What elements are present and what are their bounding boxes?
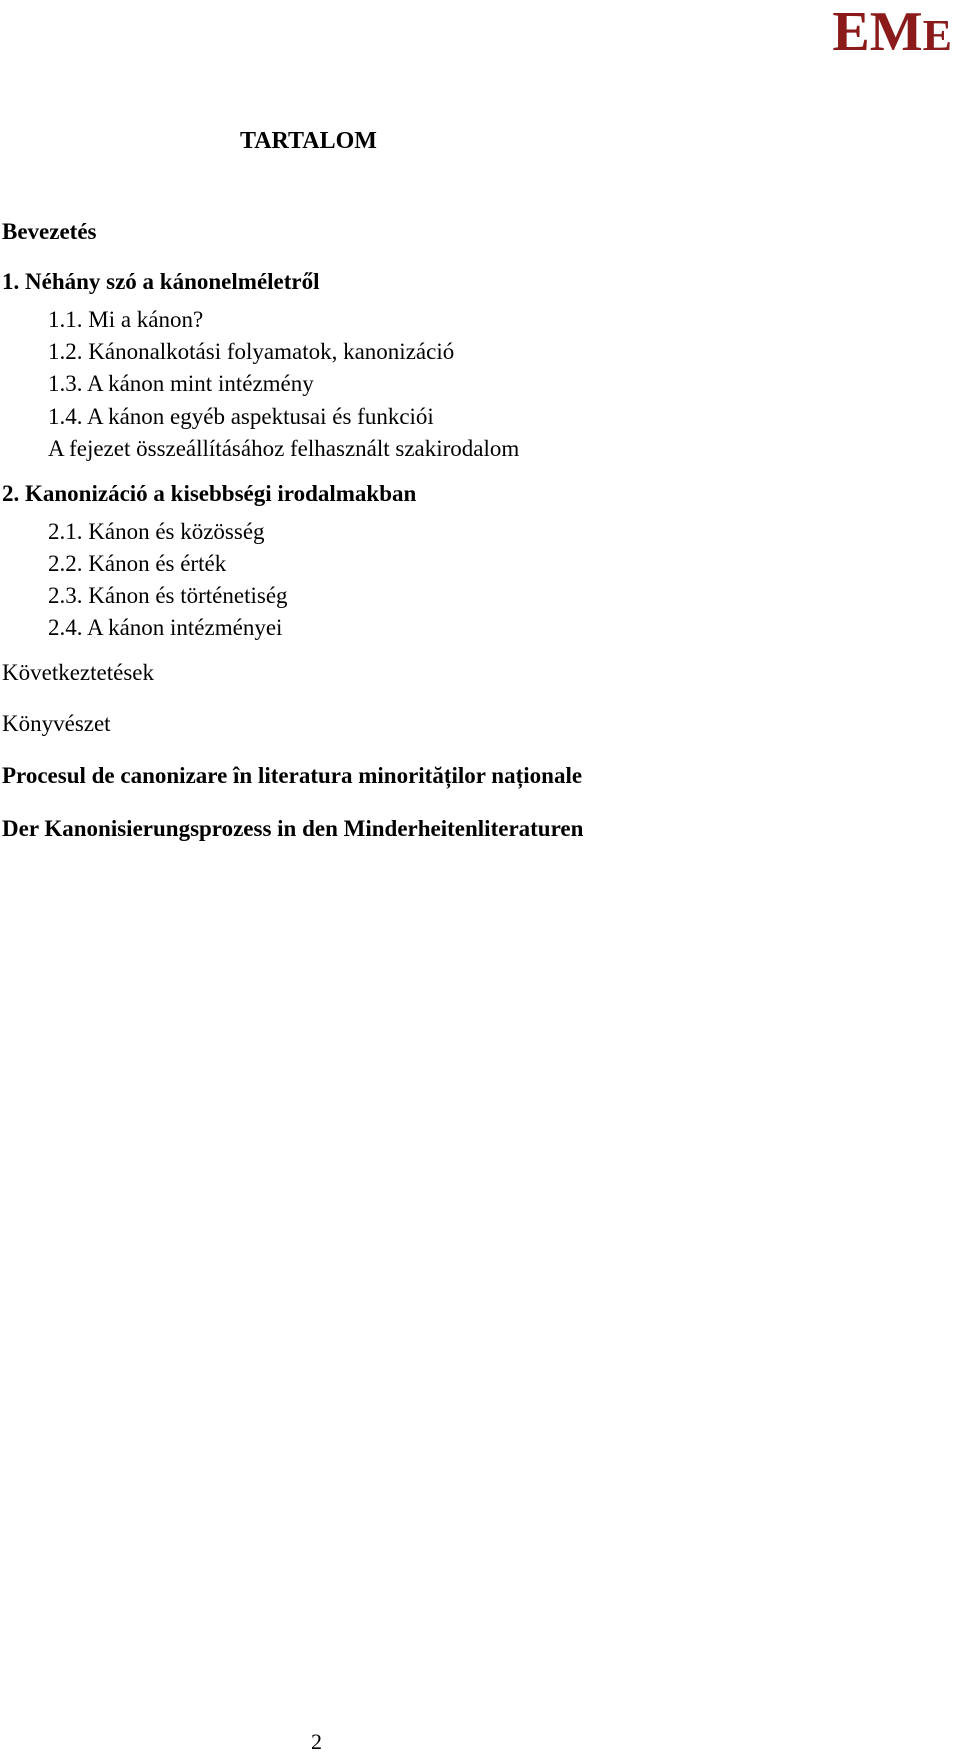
toc-entry-1-literature: A fejezet összeállításához felhasznált szakirodalom <box>48 436 520 461</box>
toc-entry-german-summary: Der Kanonisierungsprozess in den Minderheitenliteraturen <box>2 816 584 841</box>
publisher-logo <box>832 1 952 63</box>
logo-letter-m: M <box>869 1 923 63</box>
page-number: 2 <box>311 1729 322 1754</box>
logo-letter-e: E <box>832 1 870 63</box>
toc-entry-2-3: 2.3. Kánon és történetiség <box>48 583 288 608</box>
page-title: TARTALOM <box>240 128 377 154</box>
toc-entry-chapter-1: 1. Néhány szó a kánonelméletről <box>2 269 320 294</box>
toc-entry-1-3: 1.3. A kánon mint intézmény <box>48 371 314 396</box>
logo-letter-e-second: E <box>922 11 952 60</box>
toc-entry-1-4: 1.4. A kánon egyéb aspektusai és funkciói <box>48 404 434 429</box>
toc-entry-conclusions: Következtetések <box>2 660 154 685</box>
toc-entry-romanian-summary: Procesul de canonizare în literatura minorităților naționale <box>2 763 583 788</box>
toc-entry-chapter-2: 2. Kanonizáció a kisebbségi irodalmakban <box>2 481 417 506</box>
toc-entry-2-1: 2.1. Kánon és közösség <box>48 519 265 544</box>
toc-entry-2-4: 2.4. A kánon intézményei <box>48 615 283 640</box>
toc-entry-intro: Bevezetés <box>2 219 97 244</box>
toc-entry-1-2: 1.2. Kánonalkotási folyamatok, kanonizáció <box>48 339 455 364</box>
toc-entry-bibliography: Könyvészet <box>2 711 111 736</box>
toc-entry-2-2: 2.2. Kánon és érték <box>48 551 227 576</box>
toc-entry-1-1: 1.1. Mi a kánon? <box>48 307 204 332</box>
